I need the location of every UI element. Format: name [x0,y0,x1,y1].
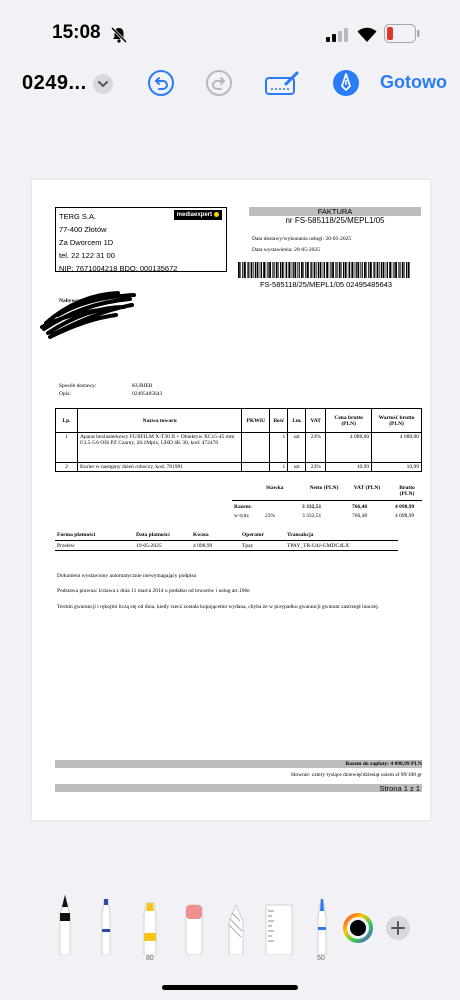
seller-ids: NIP: 7671004218 BDO: 000135672 [59,264,178,273]
pay-form-header: Forma płatności [57,532,96,538]
sum-total-gross: 4 098,99 [395,504,415,510]
markup-toolbar [0,64,460,104]
pay-transaction-header: Transakcja [287,532,314,538]
color-picker-icon[interactable] [343,913,373,943]
buyer-label: Nabywca: [59,298,83,304]
sum-total-label: Razem: [234,504,253,510]
wifi-icon [356,25,378,43]
seller-city: 77-400 Złotów [59,225,107,234]
signature-icon[interactable] [264,68,300,98]
items-header-row [56,409,422,433]
pay-date-header: Data płatności [136,532,170,538]
amount-in-words: Słownie: cztery tysiące dziewięćdziesiąt osiem zł 99/100 gr [290,772,422,778]
done-button[interactable]: Gotowo [380,72,447,92]
delivery-label: Sposób dostawy: [59,383,97,389]
col-value: Wartość brutto (PLN) [372,409,422,433]
col-qty: Ilość [270,409,288,433]
highlighter-icon[interactable] [137,901,163,955]
issue-date: Data wystawienia: 20-05-2025 [252,247,320,253]
sum-net-header: Netto (PLN) [309,485,339,491]
sum-total-vat: 766,48 [352,504,368,510]
marker-opacity: 80 [146,955,154,962]
sum-incl-vat: 766,48 [352,513,368,519]
seller-street: Za Dworcem 1D [59,238,114,247]
desc-label: Opis: [59,391,71,397]
barcode-number: FS-585118/25/MEPL1/05 02495485643 [259,280,393,289]
markup-tool-palette [0,885,460,965]
sum-incl-label: w tym: [234,513,250,519]
redo-icon[interactable] [204,68,234,98]
pen-tool-icon[interactable] [52,893,78,955]
pay-amount: 4 098,99 [193,543,213,549]
add-tool-icon[interactable] [385,915,411,941]
invoice-heading: FAKTURA [249,207,421,216]
status-bar [0,0,460,64]
pay-amount-header: Kwota [193,532,209,538]
table-row: 2 Kurier w następny dzień roboczy, kod: 781981 1 szt 23% 10,99 10,99 [56,463,422,472]
clock: 15:08 [52,22,101,43]
redaction-scribble [38,285,158,340]
total-due: Razem do zapłaty: 4 098,99 PLN [345,761,422,767]
pen-opacity: 50 [317,955,325,962]
col-unit: J.m. [288,409,306,433]
document-title[interactable]: 0249... [22,72,87,94]
note-auto: Dokument wystawiony automatycznie niewymagający podpisu [57,573,197,579]
pay-date: 19-05-2025 [136,543,162,549]
col-vat: VAT [306,409,326,433]
pay-form: Przelew [57,543,75,549]
sum-incl-gross: 4 098,99 [395,513,415,519]
table-row: 1 Aparat bezlusterkowy FUJIFILM X-T30 II + Obiektyw XC15-45 mm f/3.5-5.6 OIS PZ Czarny, 26.1Mpix, UHD 4K 30, kod: 472470 1 szt 23% 4 088,00 4 088,00 [56,433,422,463]
chevron-down-icon [93,74,113,94]
pay-operator: Tpay [242,543,254,549]
seller-name: TERG S.A. [59,212,97,221]
sum-gross-header: Brutto (PLN) [399,485,415,497]
sum-total-net: 3 332,51 [302,504,322,510]
page-number: Strona 1 z 1 [379,784,420,793]
items-table [55,408,422,472]
sum-rate-header: Stawka [266,485,284,491]
monoline-pen-icon[interactable] [93,899,119,955]
pay-transaction: TPAY_TR-U4J-GMDC4LX [287,543,350,549]
note-legal: Podstawa prawna: Ustawa z dnia 11 marca 2014 o podatku od towarów i usług art.106e [57,588,250,594]
col-pkwiu: PKWiU [242,409,270,433]
undo-icon[interactable] [146,68,176,98]
desc-value: 02495485643 [132,391,163,397]
battery-icon [384,24,420,43]
cellular-signal-icon [326,28,348,42]
col-name: Nazwa towaru [77,409,241,433]
eraser-icon[interactable] [181,903,207,955]
barcode [238,262,410,278]
home-indicator[interactable] [162,985,298,990]
mediaexpert-logo: mediaexpert [174,210,222,220]
service-date: Data dostawy/wykonania usługi: 20-05-2025 [252,236,352,242]
sum-incl-net: 3 332,51 [302,513,322,519]
col-price: Cena brutto (PLN) [326,409,372,433]
col-lp: Lp. [56,409,78,433]
title-menu-button[interactable] [93,74,113,94]
note-warranty: Termin gwarancji i rękojmi liczą się od dnia, kiedy rzecz została kupującemu wydana, chyba że w przypadku gwarancji gwarant zastrzegł inaczej. [57,604,379,610]
invoice-number: nr FS-585118/25/MEPL1/05 [285,216,385,225]
seller-box [55,207,227,272]
invoice-page [32,180,430,820]
seller-tel: tel. 22 122 31 00 [59,251,115,260]
sum-vat-header: VAT (PLN) [353,485,381,491]
markup-pen-icon[interactable] [331,68,361,98]
footer-bar [55,784,422,792]
lasso-tool-icon[interactable] [223,903,249,955]
ruler-icon[interactable] [264,903,294,955]
delivery-value: KURIER [132,383,153,389]
bell-slash-icon [110,26,128,44]
sum-incl-rate: 23% [265,513,276,519]
blue-pen-icon[interactable] [309,899,335,955]
pay-operator-header: Operator [242,532,264,538]
